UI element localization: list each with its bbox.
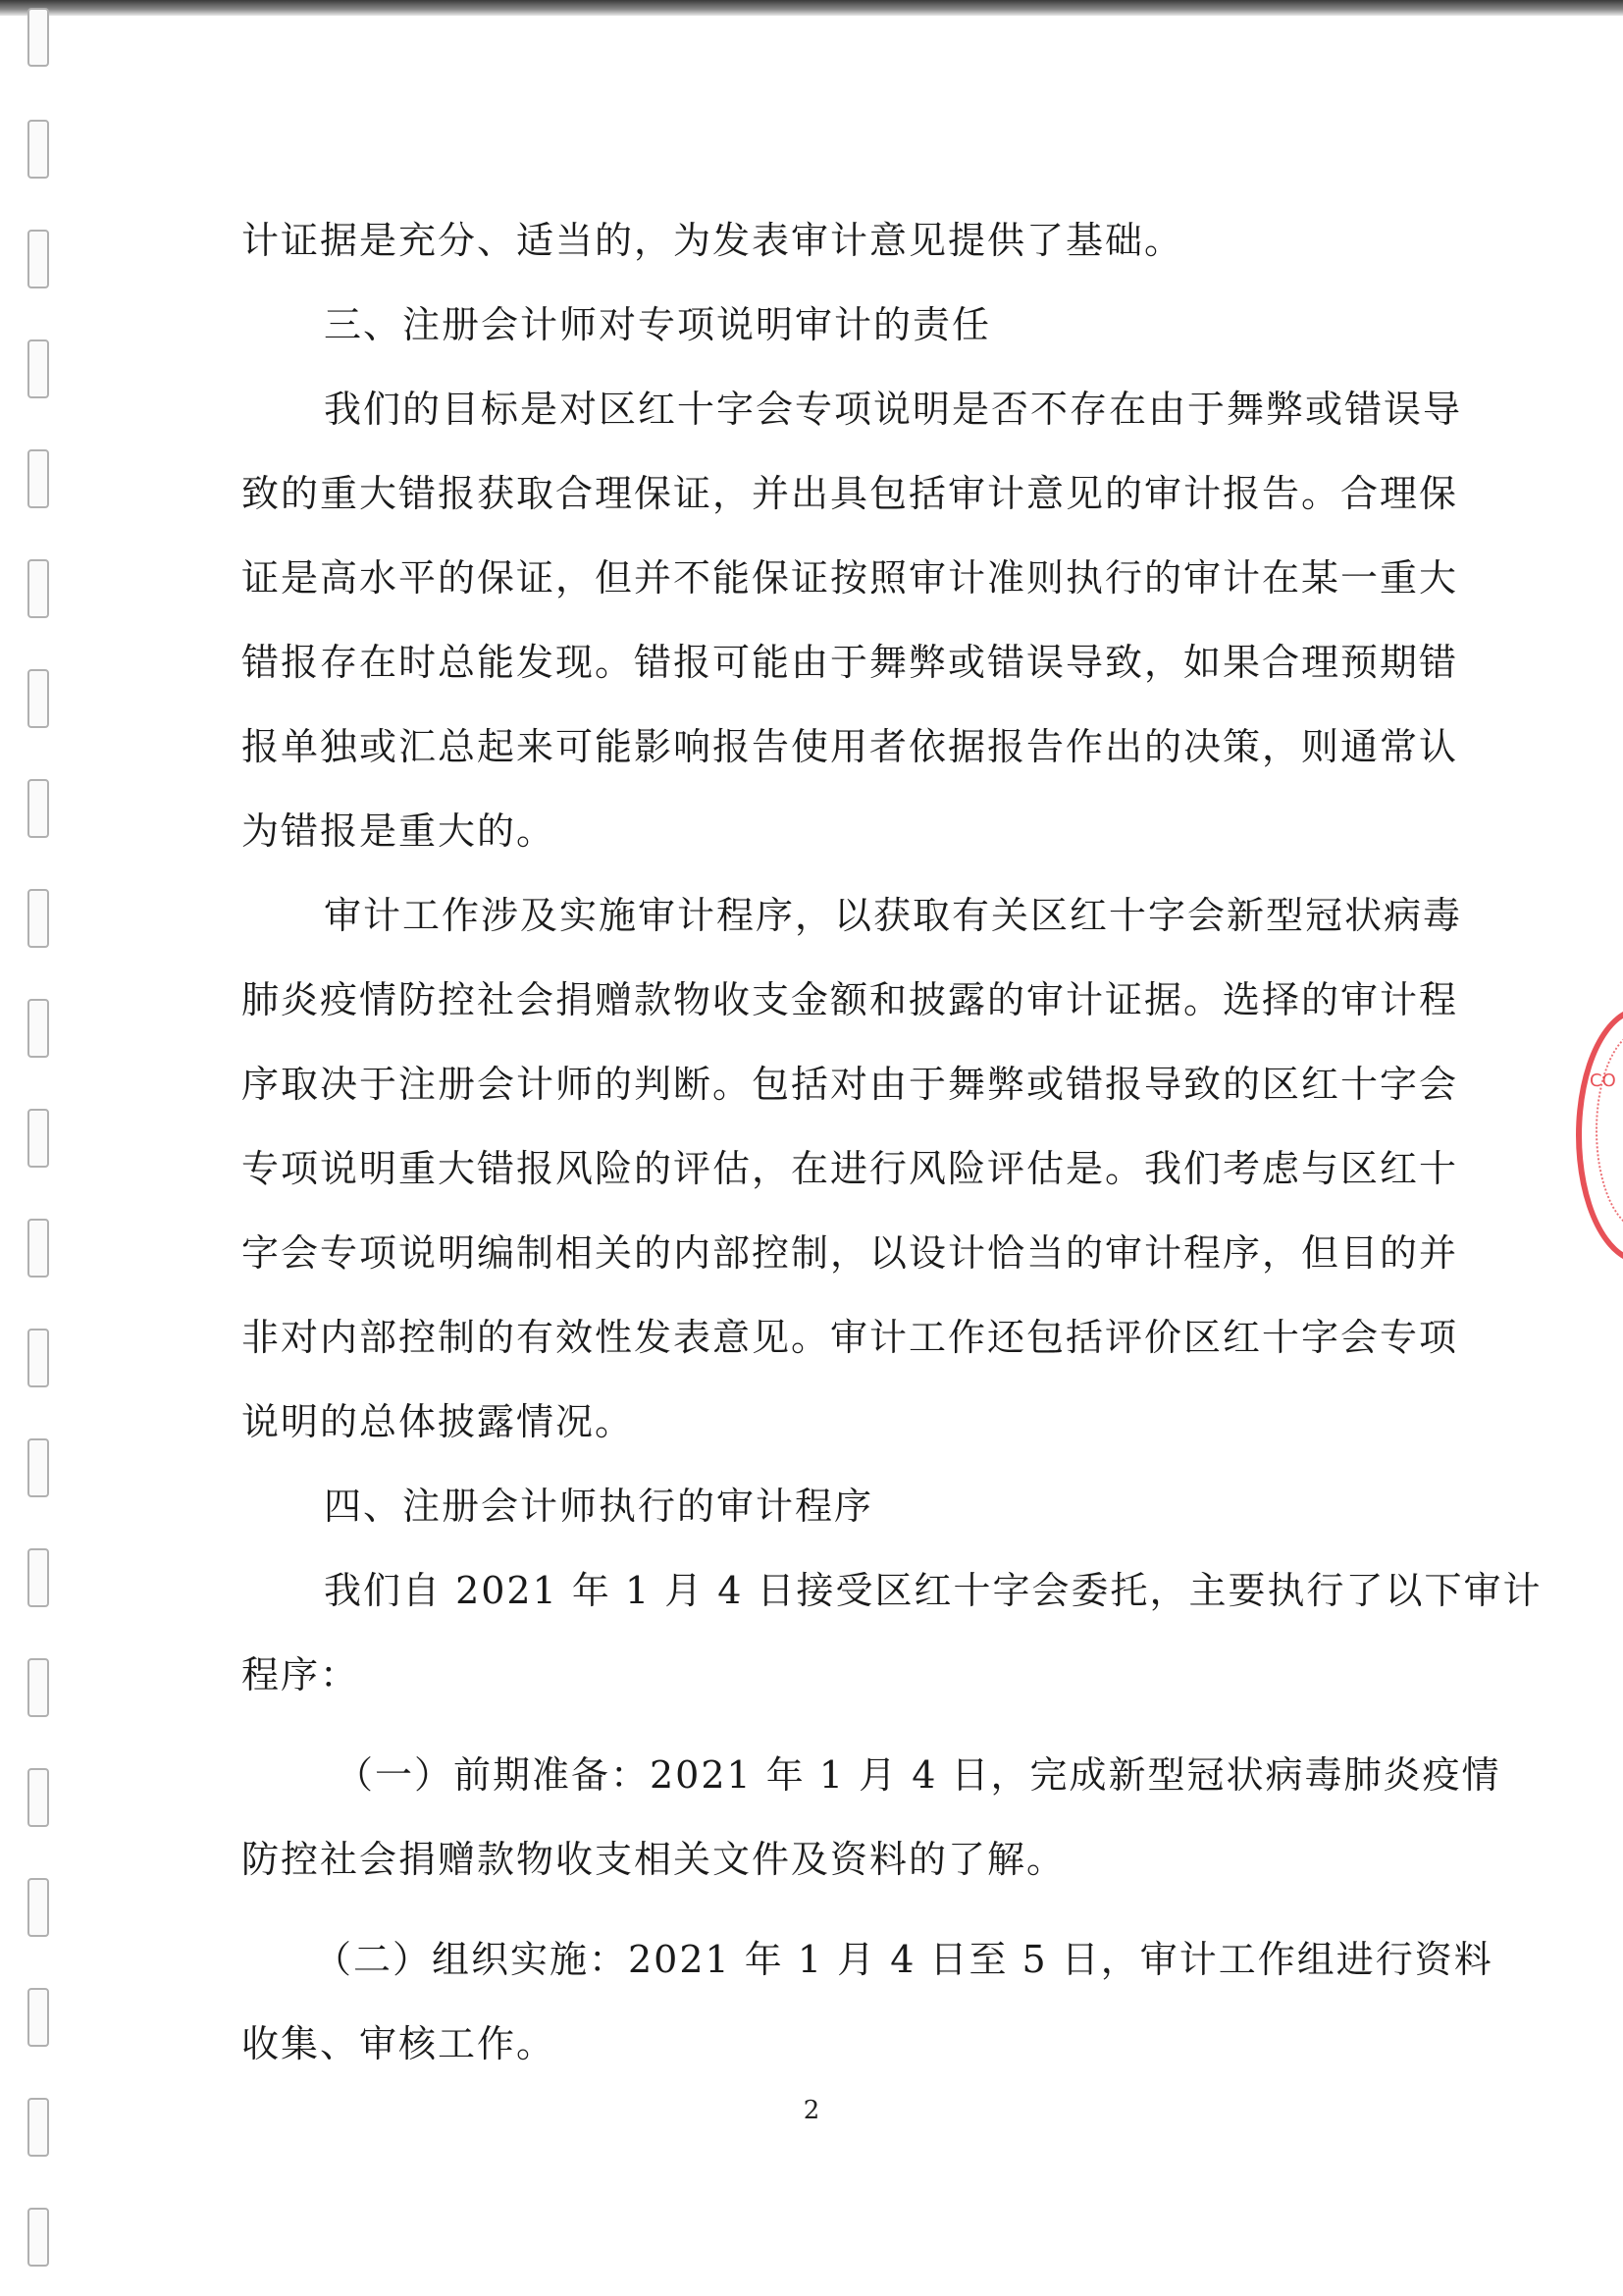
- binding-hole: [27, 2208, 49, 2267]
- paragraph-line: 序取决于注册会计师的判断。包括对由于舞弊或错报导致的区红十字会: [241, 1063, 1459, 1106]
- binding-hole: [27, 1768, 49, 1827]
- binding-hole: [27, 339, 49, 398]
- paragraph-line: （一）前期准备：2021 年 1 月 4 日，完成新型冠状病毒肺炎疫情: [336, 1753, 1501, 1797]
- paragraph-line: 报单独或汇总起来可能影响报告使用者依据报告作出的决策，则通常认: [241, 725, 1459, 768]
- binding-hole: [27, 669, 49, 728]
- paragraph-line: 收集、审核工作。: [241, 2022, 556, 2065]
- paragraph-line: 错报存在时总能发现。错报可能由于舞弊或错误导致，如果合理预期错: [241, 641, 1459, 684]
- page-number: 2: [803, 2096, 820, 2125]
- binding-hole: [27, 230, 49, 288]
- binding-hole: [27, 999, 49, 1058]
- paragraph-line: 审计工作涉及实施审计程序，以获取有关区红十字会新型冠状病毒: [324, 894, 1463, 937]
- paragraph-line: 致的重大错报获取合理保证，并出具包括审计意见的审计报告。合理保: [241, 472, 1459, 515]
- paragraph-line: 我们的目标是对区红十字会专项说明是否不存在由于舞弊或错误导: [324, 388, 1463, 431]
- paragraph-line: 程序：: [241, 1653, 360, 1696]
- binding-hole: [27, 449, 49, 508]
- binding-hole: [27, 1988, 49, 2047]
- binding-hole: [27, 1329, 49, 1387]
- paragraph-line: 说明的总体披露情况。: [241, 1400, 635, 1443]
- binding-hole: [27, 559, 49, 618]
- paragraph-line: 为错报是重大的。: [241, 809, 556, 853]
- paragraph-line: 我们自 2021 年 1 月 4 日接受区红十字会委托，主要执行了以下审计: [324, 1569, 1543, 1612]
- binding-hole: [27, 889, 49, 948]
- binding-hole: [27, 120, 49, 179]
- binding-holes: [27, 0, 57, 2296]
- binding-hole: [27, 1878, 49, 1937]
- paragraph-line: 证是高水平的保证，但并不能保证按照审计准则执行的审计在某一重大: [241, 556, 1459, 600]
- binding-hole: [27, 8, 49, 67]
- paragraph-line: 防控社会捐赠款物收支相关文件及资料的了解。: [241, 1838, 1067, 1881]
- binding-hole: [27, 1548, 49, 1607]
- paragraph-line: 肺炎疫情防控社会捐赠款物收支金额和披露的审计证据。选择的审计程: [241, 978, 1459, 1021]
- paragraph-line: 非对内部控制的有效性发表意见。审计工作还包括评价区红十字会专项: [241, 1316, 1459, 1359]
- section-heading: 三、注册会计师对专项说明审计的责任: [324, 303, 992, 346]
- paragraph-line: 字会专项说明编制相关的内部控制，以设计恰当的审计程序，但目的并: [241, 1231, 1459, 1275]
- binding-hole: [27, 1219, 49, 1278]
- scan-edge: [0, 0, 1623, 16]
- paragraph-line: （二）组织实施：2021 年 1 月 4 日至 5 日，审计工作组进行资料: [314, 1938, 1493, 1981]
- paragraph-line: 专项说明重大错报风险的评估，在进行风险评估是。我们考虑与区红十: [241, 1147, 1459, 1190]
- binding-hole: [27, 1658, 49, 1717]
- binding-hole: [27, 1109, 49, 1168]
- section-heading: 四、注册会计师执行的审计程序: [324, 1485, 874, 1528]
- binding-hole: [27, 779, 49, 838]
- red-seal-text: CO: [1590, 1070, 1616, 1091]
- paragraph-line: 计证据是充分、适当的，为发表审计意见提供了基础。: [241, 219, 1184, 262]
- binding-hole: [27, 1438, 49, 1497]
